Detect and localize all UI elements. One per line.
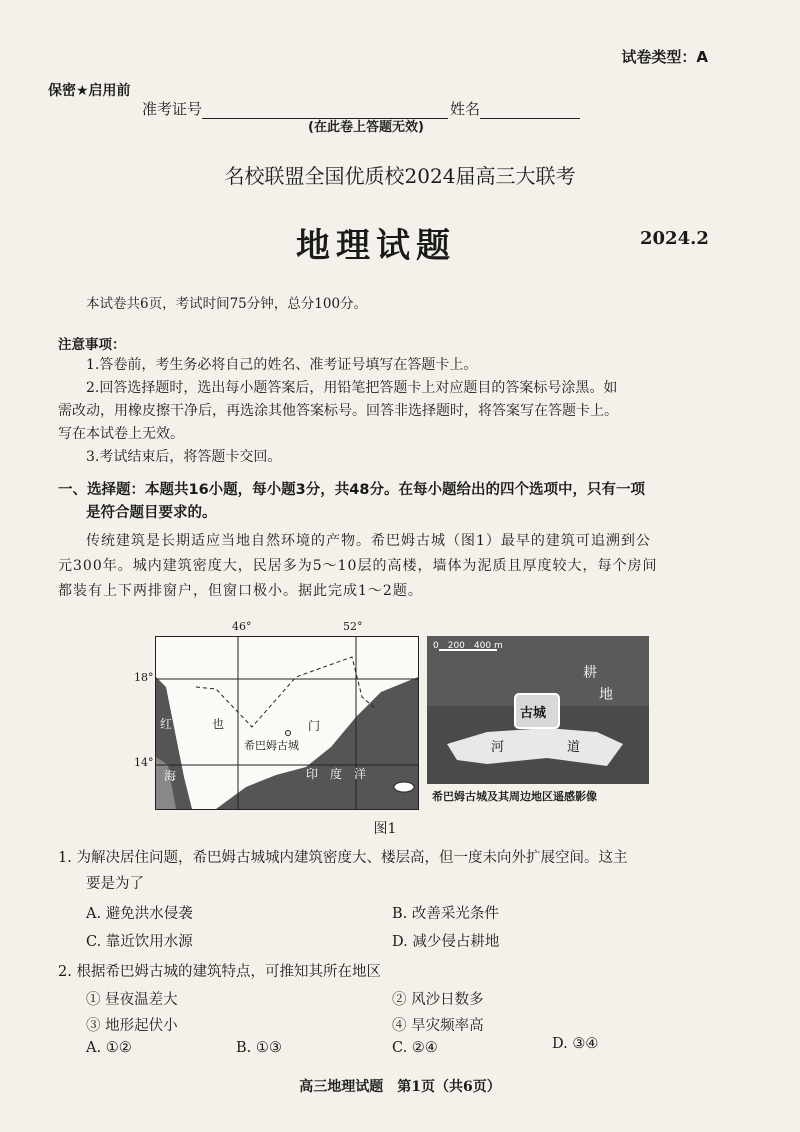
passage-line: 传统建筑是长期适应当地自然环境的产物。希巴姆古城（图1）最早的建筑可追溯到公 <box>86 533 651 549</box>
yemen-label: 门 <box>308 719 321 733</box>
question-2-item: ④ 旱灾频率高 <box>392 1018 484 1034</box>
question-2-option-c[interactable]: C. ②④ <box>392 1040 438 1056</box>
notice-line: 3.考试结束后，将答题卡交回。 <box>86 449 282 465</box>
satellite-caption: 希巴姆古城及其周边地区遥感影像 <box>432 790 597 803</box>
city-marker <box>286 731 291 736</box>
indian-ocean-label: 印 度 洋 <box>306 767 367 781</box>
notice-heading: 注意事项： <box>58 337 126 353</box>
exam-id-label: 准考证号 <box>142 100 203 118</box>
question-1-option-b[interactable]: B. 改善采光条件 <box>392 906 499 922</box>
figure-caption: 图1 <box>373 821 397 837</box>
longitude-label: 46° <box>232 620 252 633</box>
location-map <box>155 636 419 810</box>
notice-line: 需改动，用橡皮擦干净后，再选涂其他答案标号。回答非选择题时，将答案写在答题卡上。 <box>58 403 618 419</box>
name-label: 姓名 <box>450 100 481 118</box>
island-shape <box>394 782 414 792</box>
latitude-label: 18° <box>134 671 154 684</box>
section-heading-cont: 是符合题目要求的。 <box>86 505 217 521</box>
passage-line: 元300年。城内建筑密度大，民居多为5～10层的高楼，墙体为泥质且厚度较大，每个房间 <box>58 558 658 574</box>
question-2-item: ① 昼夜温差大 <box>86 992 178 1008</box>
question-2-option-b[interactable]: B. ①③ <box>236 1040 282 1056</box>
red-sea-label: 海 <box>164 769 177 783</box>
exam-intro: 本试卷共6页，考试时间75分钟，总分100分。 <box>86 296 368 312</box>
river-label: 河 <box>491 740 505 755</box>
old-city-label: 古城 <box>520 706 547 721</box>
yemen-label: 也 <box>212 717 225 731</box>
map-graphic <box>156 637 418 809</box>
section-heading: 一、选择题：本题共16小题，每小题3分，共48分。在每小题给出的四个选项中，只有一项 <box>58 482 645 498</box>
question-1-option-d[interactable]: D. 减少侵占耕地 <box>392 934 500 950</box>
question-1-option-c[interactable]: C. 靠近饮用水源 <box>86 934 193 950</box>
confidential-label: 保密★启用前 <box>48 83 131 99</box>
farmland-label: 地 <box>599 687 613 703</box>
question-2-item: ② 风沙日数多 <box>392 992 484 1008</box>
question-2-option-a[interactable]: A. ①② <box>86 1040 132 1056</box>
question-2-stem: 2. 根据希巴姆古城的建筑特点，可推知其所在地区 <box>58 964 381 980</box>
question-2-item: ③ 地形起伏小 <box>86 1018 178 1034</box>
red-sea-label: 红 <box>160 717 173 731</box>
river-label: 道 <box>567 740 581 755</box>
notice-line: 写在本试卷上无效。 <box>58 426 184 442</box>
question-2-option-d[interactable]: D. ③④ <box>552 1036 599 1052</box>
scale-label: 0 200 400 m <box>433 641 503 651</box>
subject-title: 地理试题 <box>296 226 456 266</box>
exam-title: 名校联盟全国优质校2024届高三大联考 <box>224 164 576 188</box>
latitude-label: 14° <box>134 756 154 769</box>
notice-line: 1.答卷前，考生务必将自己的姓名、准考证号填写在答题卡上。 <box>86 357 478 373</box>
passage-line: 都装有上下两排窗户，但窗口极小。据此完成1～2题。 <box>58 583 423 599</box>
name-field[interactable] <box>480 102 580 119</box>
notice-line: 2.回答选择题时，选出每小题答案后，用铅笔把答题卡上对应题目的答案标号涂黑。如 <box>86 380 618 396</box>
question-1-option-a[interactable]: A. 避免洪水侵袭 <box>86 906 193 922</box>
shibam-label: 希巴姆古城 <box>244 739 299 752</box>
longitude-label: 52° <box>343 620 363 633</box>
paper-type: 试卷类型：A <box>621 48 708 66</box>
page-footer: 高三地理试题 第1页（共6页） <box>299 1079 501 1095</box>
question-1-stem-cont: 要是为了 <box>86 876 144 892</box>
farmland-label: 耕 <box>583 665 597 681</box>
question-1-stem: 1. 为解决居住问题，希巴姆古城城内建筑密度大、楼层高，但一度未向外扩展空间。这主 <box>58 850 628 866</box>
exam-date: 2024.2 <box>640 228 709 249</box>
satellite-image <box>427 636 649 784</box>
invalid-answer-note: (在此卷上答题无效) <box>308 120 424 135</box>
